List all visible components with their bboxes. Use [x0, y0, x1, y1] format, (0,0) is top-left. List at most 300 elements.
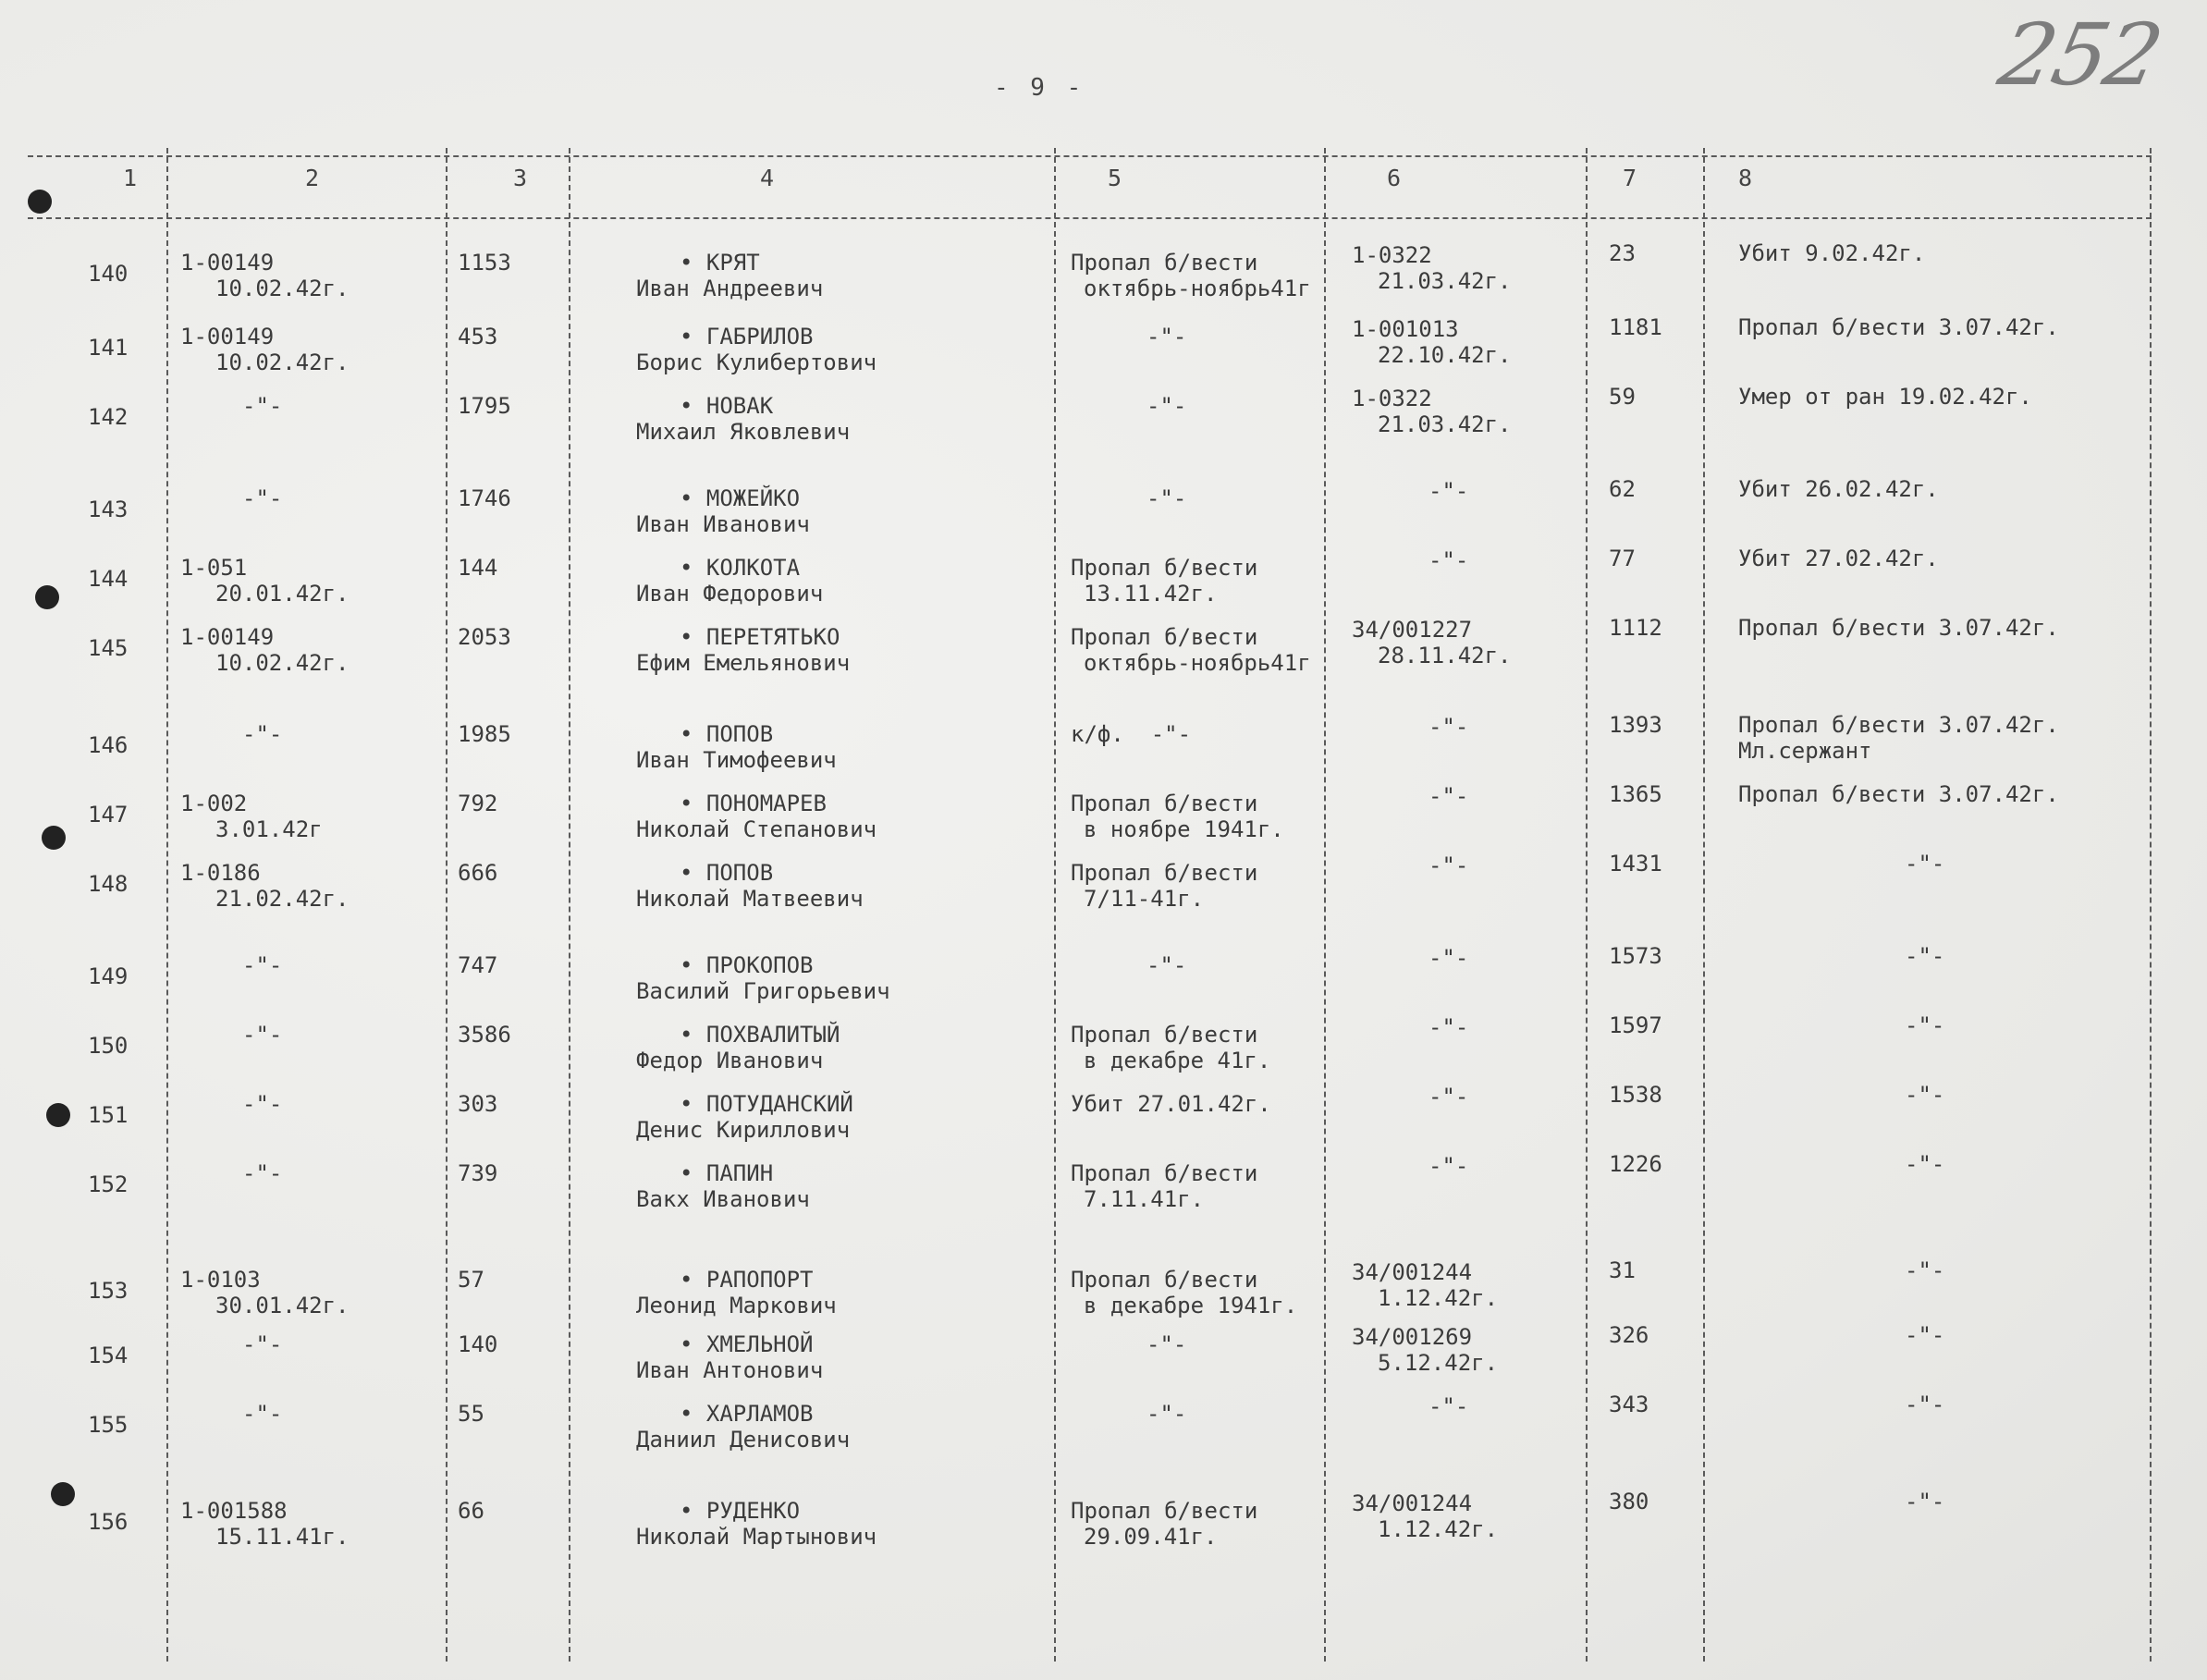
- given-name: [636, 1117, 850, 1143]
- ink-blot: [35, 585, 59, 609]
- row-number: [88, 335, 128, 361]
- given-name: [636, 1293, 837, 1318]
- given-name-text: Иван Андреевич: [636, 276, 824, 301]
- document-number-text: 1-001588: [180, 1498, 288, 1524]
- note: [1738, 314, 2059, 340]
- reference-number: [1352, 1490, 1472, 1516]
- note: [1905, 1151, 1944, 1177]
- document-number-text: -"-: [242, 952, 283, 978]
- status-detail: [1084, 816, 1284, 842]
- reference-number-text: 34/001244: [1352, 1490, 1473, 1516]
- column-7-value-text: 62: [1609, 476, 1636, 502]
- personal-number-text: 140: [458, 1331, 498, 1357]
- given-name-text: Иван Тимофеевич: [636, 747, 837, 773]
- given-name: [636, 886, 864, 912]
- reference-date: [1378, 411, 1512, 437]
- status-detail-text: 13.11.42г.: [1084, 581, 1218, 607]
- status-text: Пропал б/вести: [1071, 555, 1258, 581]
- note-extra-text: Мл.сержант: [1738, 738, 1872, 764]
- document-date-text: 30.01.42г.: [215, 1293, 349, 1318]
- personal-number: [458, 485, 511, 511]
- status-detail-text: в декабре 1941г.: [1084, 1293, 1298, 1318]
- column-header-5: 5: [1108, 165, 1122, 191]
- column-divider: [166, 148, 168, 1662]
- status-text: -"-: [1146, 485, 1187, 511]
- reference-number-text: -"-: [1428, 1393, 1469, 1419]
- ink-blot: [51, 1482, 75, 1506]
- given-name-text: Иван Иванович: [636, 511, 810, 537]
- document-date: [215, 816, 323, 842]
- document-number: [242, 952, 282, 978]
- given-name-text: Николай Мартынович: [636, 1524, 877, 1550]
- reference-date: [1378, 342, 1512, 368]
- document-number: [242, 1331, 282, 1357]
- reference-date-text: 1.12.42г.: [1378, 1516, 1499, 1542]
- note-text: -"-: [1905, 1489, 1945, 1514]
- personal-number: [458, 393, 511, 419]
- reference-number-text: 1-0322: [1352, 386, 1432, 411]
- reference-number-text: -"-: [1428, 783, 1469, 809]
- row-number: [88, 566, 128, 592]
- given-name-text: Иван Антонович: [636, 1357, 824, 1383]
- status-detail: [1084, 1293, 1297, 1318]
- row-number: [88, 1412, 128, 1438]
- personal-number: [458, 952, 497, 978]
- given-name: [636, 816, 877, 842]
- personal-number-text: 1746: [458, 485, 511, 511]
- note-extra: [1738, 738, 1872, 764]
- column-header-7: 7: [1623, 165, 1637, 191]
- status-text: Убит 27.01.42г.: [1071, 1091, 1271, 1117]
- reference-number-text: -"-: [1428, 478, 1469, 504]
- personal-number-text: 55: [458, 1401, 484, 1427]
- surname: • ПОХВАЛИТЫЙ: [680, 1022, 840, 1048]
- surname-text: ПОПОВ: [705, 860, 774, 886]
- row-number-text: 147: [88, 802, 129, 828]
- surname: • ХАРЛАМОВ: [680, 1401, 814, 1427]
- document-number-text: -"-: [242, 1331, 283, 1357]
- column-7-value: [1609, 314, 1662, 340]
- personal-number: [458, 1022, 511, 1048]
- note: [1905, 1489, 1944, 1514]
- reference-number: [1428, 783, 1468, 809]
- note: [1738, 546, 1939, 571]
- personal-number-text: 57: [458, 1267, 484, 1293]
- status: [1071, 555, 1257, 581]
- status-text: Пропал б/вести: [1071, 1498, 1258, 1524]
- note: [1905, 1392, 1944, 1417]
- note-text: -"-: [1905, 1257, 1945, 1283]
- column-7-value: [1609, 615, 1662, 641]
- note-text: -"-: [1905, 1151, 1945, 1177]
- document-number-text: 1-0186: [180, 860, 261, 886]
- reference-date-text: 22.10.42г.: [1378, 342, 1512, 368]
- column-header-3: 3: [513, 165, 528, 191]
- note: [1738, 240, 1925, 266]
- status: [1146, 324, 1186, 349]
- document-date: [215, 650, 349, 676]
- personal-number-text: 666: [458, 860, 498, 886]
- note: [1738, 615, 2059, 641]
- reference-number: [1352, 316, 1459, 342]
- column-7-value-text: 31: [1609, 1257, 1636, 1283]
- row-number: [88, 497, 128, 522]
- given-name: [636, 978, 890, 1004]
- given-name-text: Николай Матвеевич: [636, 886, 864, 912]
- personal-number: [458, 791, 497, 816]
- status-text: к/ф. -"-: [1071, 721, 1192, 747]
- personal-number-text: 3586: [458, 1022, 511, 1048]
- document-number-text: -"-: [242, 485, 283, 511]
- personal-number-text: 739: [458, 1160, 498, 1186]
- status-text: -"-: [1146, 1331, 1187, 1357]
- document-date: [215, 349, 349, 375]
- status: [1146, 952, 1186, 978]
- row-number-text: 151: [88, 1102, 129, 1128]
- document-number: [242, 721, 282, 747]
- surname-text: ГАБРИЛОВ: [705, 324, 814, 349]
- note-text: Убит 27.02.42г.: [1738, 546, 1939, 571]
- document-number: [242, 1401, 282, 1427]
- column-divider: [1586, 148, 1588, 1662]
- row-number: [88, 802, 128, 828]
- note-text: -"-: [1905, 1082, 1945, 1108]
- column-7-value-text: 59: [1609, 384, 1636, 410]
- document-number: [180, 250, 274, 276]
- surname: • РУДЕНКО: [680, 1498, 801, 1524]
- note: [1738, 384, 2032, 410]
- column-7-value-text: 380: [1609, 1489, 1649, 1514]
- surname: • ПАПИН: [680, 1160, 774, 1186]
- column-7-value: [1609, 1082, 1662, 1108]
- surname: • ПОНОМАРЕВ: [680, 791, 827, 816]
- status-detail-text: 7.11.41г.: [1084, 1186, 1205, 1212]
- note: [1905, 1082, 1944, 1108]
- ink-blot: [46, 1103, 70, 1127]
- reference-number-text: -"-: [1428, 945, 1469, 971]
- status-text: Пропал б/вести: [1071, 624, 1258, 650]
- given-name-text: Даниил Денисович: [636, 1427, 851, 1453]
- status: [1071, 1160, 1257, 1186]
- reference-date-text: 28.11.42г.: [1378, 643, 1512, 668]
- column-header-4: 4: [760, 165, 775, 191]
- ink-blot: [42, 826, 66, 850]
- given-name-text: Иван Федорович: [636, 581, 824, 607]
- surname-text: КРЯТ: [705, 250, 760, 276]
- status-text: -"-: [1146, 324, 1187, 349]
- personal-number: [458, 721, 511, 747]
- status: [1071, 1267, 1257, 1293]
- personal-number: [458, 1160, 497, 1186]
- column-7-value-text: 343: [1609, 1392, 1649, 1417]
- surname-text: НОВАК: [705, 393, 774, 419]
- document-number-text: 1-00149: [180, 324, 275, 349]
- reference-number-text: 34/001244: [1352, 1259, 1473, 1285]
- reference-number-text: -"-: [1428, 1014, 1469, 1040]
- reference-number-text: -"-: [1428, 852, 1469, 878]
- reference-number: [1428, 714, 1468, 740]
- column-7-value: [1609, 1392, 1649, 1417]
- reference-number: [1428, 1084, 1468, 1110]
- status-text: Пропал б/вести: [1071, 1267, 1258, 1293]
- document-number: [180, 555, 247, 581]
- given-name-text: Федор Иванович: [636, 1048, 824, 1073]
- document-number: [180, 860, 261, 886]
- row-number-text: 153: [88, 1278, 129, 1304]
- document-number-text: -"-: [242, 1022, 283, 1048]
- given-name: [636, 1186, 810, 1212]
- surname-text: ПРОКОПОВ: [705, 952, 814, 978]
- column-7-value: [1609, 384, 1636, 410]
- note-text: Пропал б/вести 3.07.42г.: [1738, 615, 2059, 641]
- status: [1071, 1498, 1257, 1524]
- status-text: Пропал б/вести: [1071, 1022, 1258, 1048]
- status-text: Пропал б/вести: [1071, 791, 1258, 816]
- surname-text: ПАПИН: [705, 1160, 774, 1186]
- document-date: [215, 886, 349, 912]
- reference-number: [1428, 1393, 1468, 1419]
- note: [1905, 1012, 1944, 1038]
- document-date: [215, 581, 349, 607]
- document-date-text: 10.02.42г.: [215, 276, 349, 301]
- column-7-value-text: 1538: [1609, 1082, 1662, 1108]
- note-text: -"-: [1905, 1322, 1945, 1348]
- note-text: Пропал б/вести 3.07.42г.: [1738, 314, 2059, 340]
- given-name: [636, 276, 823, 301]
- document-number: [180, 1267, 261, 1293]
- note-text: Убит 26.02.42г.: [1738, 476, 1939, 502]
- document-number: [242, 1091, 282, 1117]
- note: [1905, 943, 1944, 969]
- column-7-value: [1609, 943, 1662, 969]
- reference-number-text: -"-: [1428, 547, 1469, 573]
- column-7-value-text: 1112: [1609, 615, 1662, 641]
- column-7-value-text: 1573: [1609, 943, 1662, 969]
- reference-date-text: 21.03.42г.: [1378, 411, 1512, 437]
- surname-text: ХМЕЛЬНОЙ: [705, 1331, 814, 1357]
- document-date-text: 10.02.42г.: [215, 349, 349, 375]
- given-name: [636, 419, 850, 445]
- status: [1071, 250, 1257, 276]
- note-text: Пропал б/вести 3.07.42г.: [1738, 712, 2059, 738]
- surname-text: ПОПОВ: [705, 721, 774, 747]
- status-text: -"-: [1146, 393, 1187, 419]
- status-detail: [1084, 650, 1311, 676]
- column-7-value: [1609, 1322, 1649, 1348]
- row-number-text: 149: [88, 963, 129, 989]
- column-7-value: [1609, 712, 1662, 738]
- column-7-value-text: 1181: [1609, 314, 1662, 340]
- row-number-text: 140: [88, 261, 129, 287]
- status-detail-text: октябрь-ноябрь41г: [1084, 650, 1311, 676]
- personal-number-text: 144: [458, 555, 498, 581]
- column-7-value: [1609, 1489, 1649, 1514]
- given-name-text: Ефим Емельянович: [636, 650, 851, 676]
- document-number-text: 1-051: [180, 555, 248, 581]
- row-number: [88, 732, 128, 758]
- status-detail-text: 7/11-41г.: [1084, 886, 1205, 912]
- personal-number: [458, 555, 497, 581]
- surname: • ГАБРИЛОВ: [680, 324, 814, 349]
- reference-date-text: 1.12.42г.: [1378, 1285, 1499, 1311]
- status-detail-text: октябрь-ноябрь41г: [1084, 276, 1311, 301]
- document-number-text: 1-002: [180, 791, 248, 816]
- reference-number-text: 34/001227: [1352, 617, 1473, 643]
- reference-date: [1378, 1350, 1498, 1376]
- personal-number-text: 792: [458, 791, 498, 816]
- row-number-text: 144: [88, 566, 129, 592]
- document-number: [180, 791, 247, 816]
- reference-number: [1428, 478, 1468, 504]
- given-name-text: Михаил Яковлевич: [636, 419, 851, 445]
- row-number-text: 143: [88, 497, 129, 522]
- status-detail: [1084, 1048, 1270, 1073]
- column-7-value: [1609, 1151, 1662, 1177]
- personal-number-text: 303: [458, 1091, 498, 1117]
- column-7-value-text: 1393: [1609, 712, 1662, 738]
- status-detail: [1084, 1524, 1218, 1550]
- reference-number: [1352, 386, 1432, 411]
- personal-number: [458, 324, 497, 349]
- reference-number: [1428, 547, 1468, 573]
- document-date-text: 20.01.42г.: [215, 581, 349, 607]
- given-name: [636, 650, 850, 676]
- document-date: [215, 276, 349, 301]
- note-text: -"-: [1905, 1012, 1945, 1038]
- status: [1071, 624, 1257, 650]
- column-7-value-text: 23: [1609, 240, 1636, 266]
- column-7-value-text: 1431: [1609, 851, 1662, 877]
- surname: • ПОПОВ: [680, 860, 774, 886]
- status: [1146, 485, 1186, 511]
- archive-number: 252: [1991, 6, 2169, 104]
- status-text: -"-: [1146, 1401, 1187, 1427]
- column-divider: [1054, 148, 1056, 1662]
- surname-text: ПОТУДАНСКИЙ: [705, 1091, 853, 1117]
- surname: • ХМЕЛЬНОЙ: [680, 1331, 814, 1357]
- given-name-text: Вакх Иванович: [636, 1186, 810, 1212]
- reference-number: [1352, 1259, 1472, 1285]
- row-number: [88, 1278, 128, 1304]
- reference-date-text: 5.12.42г.: [1378, 1350, 1499, 1376]
- personal-number: [458, 1091, 497, 1117]
- reference-date: [1378, 1516, 1498, 1542]
- status-detail-text: в ноябре 1941г.: [1084, 816, 1284, 842]
- row-number-text: 141: [88, 335, 129, 361]
- column-7-value: [1609, 240, 1636, 266]
- given-name: [636, 511, 810, 537]
- given-name: [636, 1427, 850, 1453]
- note-text: -"-: [1905, 851, 1945, 877]
- column-header-1: 1: [123, 165, 138, 191]
- row-number-text: 150: [88, 1033, 129, 1059]
- personal-number-text: 1795: [458, 393, 511, 419]
- column-divider: [446, 148, 448, 1662]
- surname-text: ПОХВАЛИТЫЙ: [705, 1022, 840, 1048]
- document-number-text: -"-: [242, 1160, 283, 1186]
- given-name: [636, 349, 877, 375]
- reference-number-text: 34/001269: [1352, 1324, 1473, 1350]
- status-detail-text: 29.09.41г.: [1084, 1524, 1218, 1550]
- document-number-text: -"-: [242, 393, 283, 419]
- reference-number: [1428, 945, 1468, 971]
- surname: • РАПОПОРТ: [680, 1267, 814, 1293]
- document-number: [242, 393, 282, 419]
- page-number: - 9 -: [994, 74, 1085, 102]
- column-header-8: 8: [1738, 165, 1753, 191]
- status: [1071, 721, 1191, 747]
- row-number-text: 152: [88, 1171, 129, 1197]
- column-header-2: 2: [305, 165, 320, 191]
- status: [1071, 860, 1257, 886]
- personal-number: [458, 1331, 497, 1357]
- personal-number-text: 66: [458, 1498, 484, 1524]
- row-number-text: 155: [88, 1412, 129, 1438]
- row-number: [88, 871, 128, 897]
- reference-number: [1428, 1014, 1468, 1040]
- surname: • КРЯТ: [680, 250, 760, 276]
- column-divider: [569, 148, 570, 1662]
- row-number: [88, 1343, 128, 1368]
- surname: • ПЕРЕТЯТЬКО: [680, 624, 840, 650]
- column-7-value: [1609, 1257, 1636, 1283]
- given-name: [636, 1357, 823, 1383]
- reference-number: [1428, 1153, 1468, 1179]
- surname-text: ПЕРЕТЯТЬКО: [705, 624, 840, 650]
- surname-text: ПОНОМАРЕВ: [705, 791, 827, 816]
- header-bottom-rule: [28, 217, 2152, 219]
- reference-number-text: 1-0322: [1352, 242, 1432, 268]
- row-number: [88, 1102, 128, 1128]
- document-number: [180, 324, 274, 349]
- status-detail: [1084, 276, 1311, 301]
- reference-number: [1352, 242, 1432, 268]
- row-number: [88, 1033, 128, 1059]
- given-name-text: Василий Григорьевич: [636, 978, 890, 1004]
- row-number-text: 146: [88, 732, 129, 758]
- status: [1146, 1331, 1186, 1357]
- personal-number: [458, 1267, 484, 1293]
- surname: • КОЛКОТА: [680, 555, 801, 581]
- personal-number-text: 453: [458, 324, 498, 349]
- status-text: Пропал б/вести: [1071, 1160, 1258, 1186]
- personal-number: [458, 624, 511, 650]
- surname: • НОВАК: [680, 393, 774, 419]
- reference-number-text: -"-: [1428, 714, 1469, 740]
- personal-number: [458, 1498, 484, 1524]
- document-number: [242, 1160, 282, 1186]
- column-7-value-text: 326: [1609, 1322, 1649, 1348]
- reference-date: [1378, 268, 1512, 294]
- document-number-text: -"-: [242, 1091, 283, 1117]
- column-7-value: [1609, 476, 1636, 502]
- status-text: Пропал б/вести: [1071, 860, 1258, 886]
- reference-number: [1428, 852, 1468, 878]
- given-name: [636, 581, 823, 607]
- column-7-value: [1609, 546, 1636, 571]
- personal-number-text: 1985: [458, 721, 511, 747]
- reference-date: [1378, 1285, 1498, 1311]
- column-7-value-text: 1226: [1609, 1151, 1662, 1177]
- row-number-text: 145: [88, 635, 129, 661]
- reference-number: [1352, 1324, 1472, 1350]
- column-divider: [1703, 148, 1705, 1662]
- personal-number: [458, 1401, 484, 1427]
- column-7-value: [1609, 1012, 1662, 1038]
- surname-text: РУДЕНКО: [705, 1498, 801, 1524]
- reference-number-text: 1-001013: [1352, 316, 1459, 342]
- column-divider: [1324, 148, 1326, 1662]
